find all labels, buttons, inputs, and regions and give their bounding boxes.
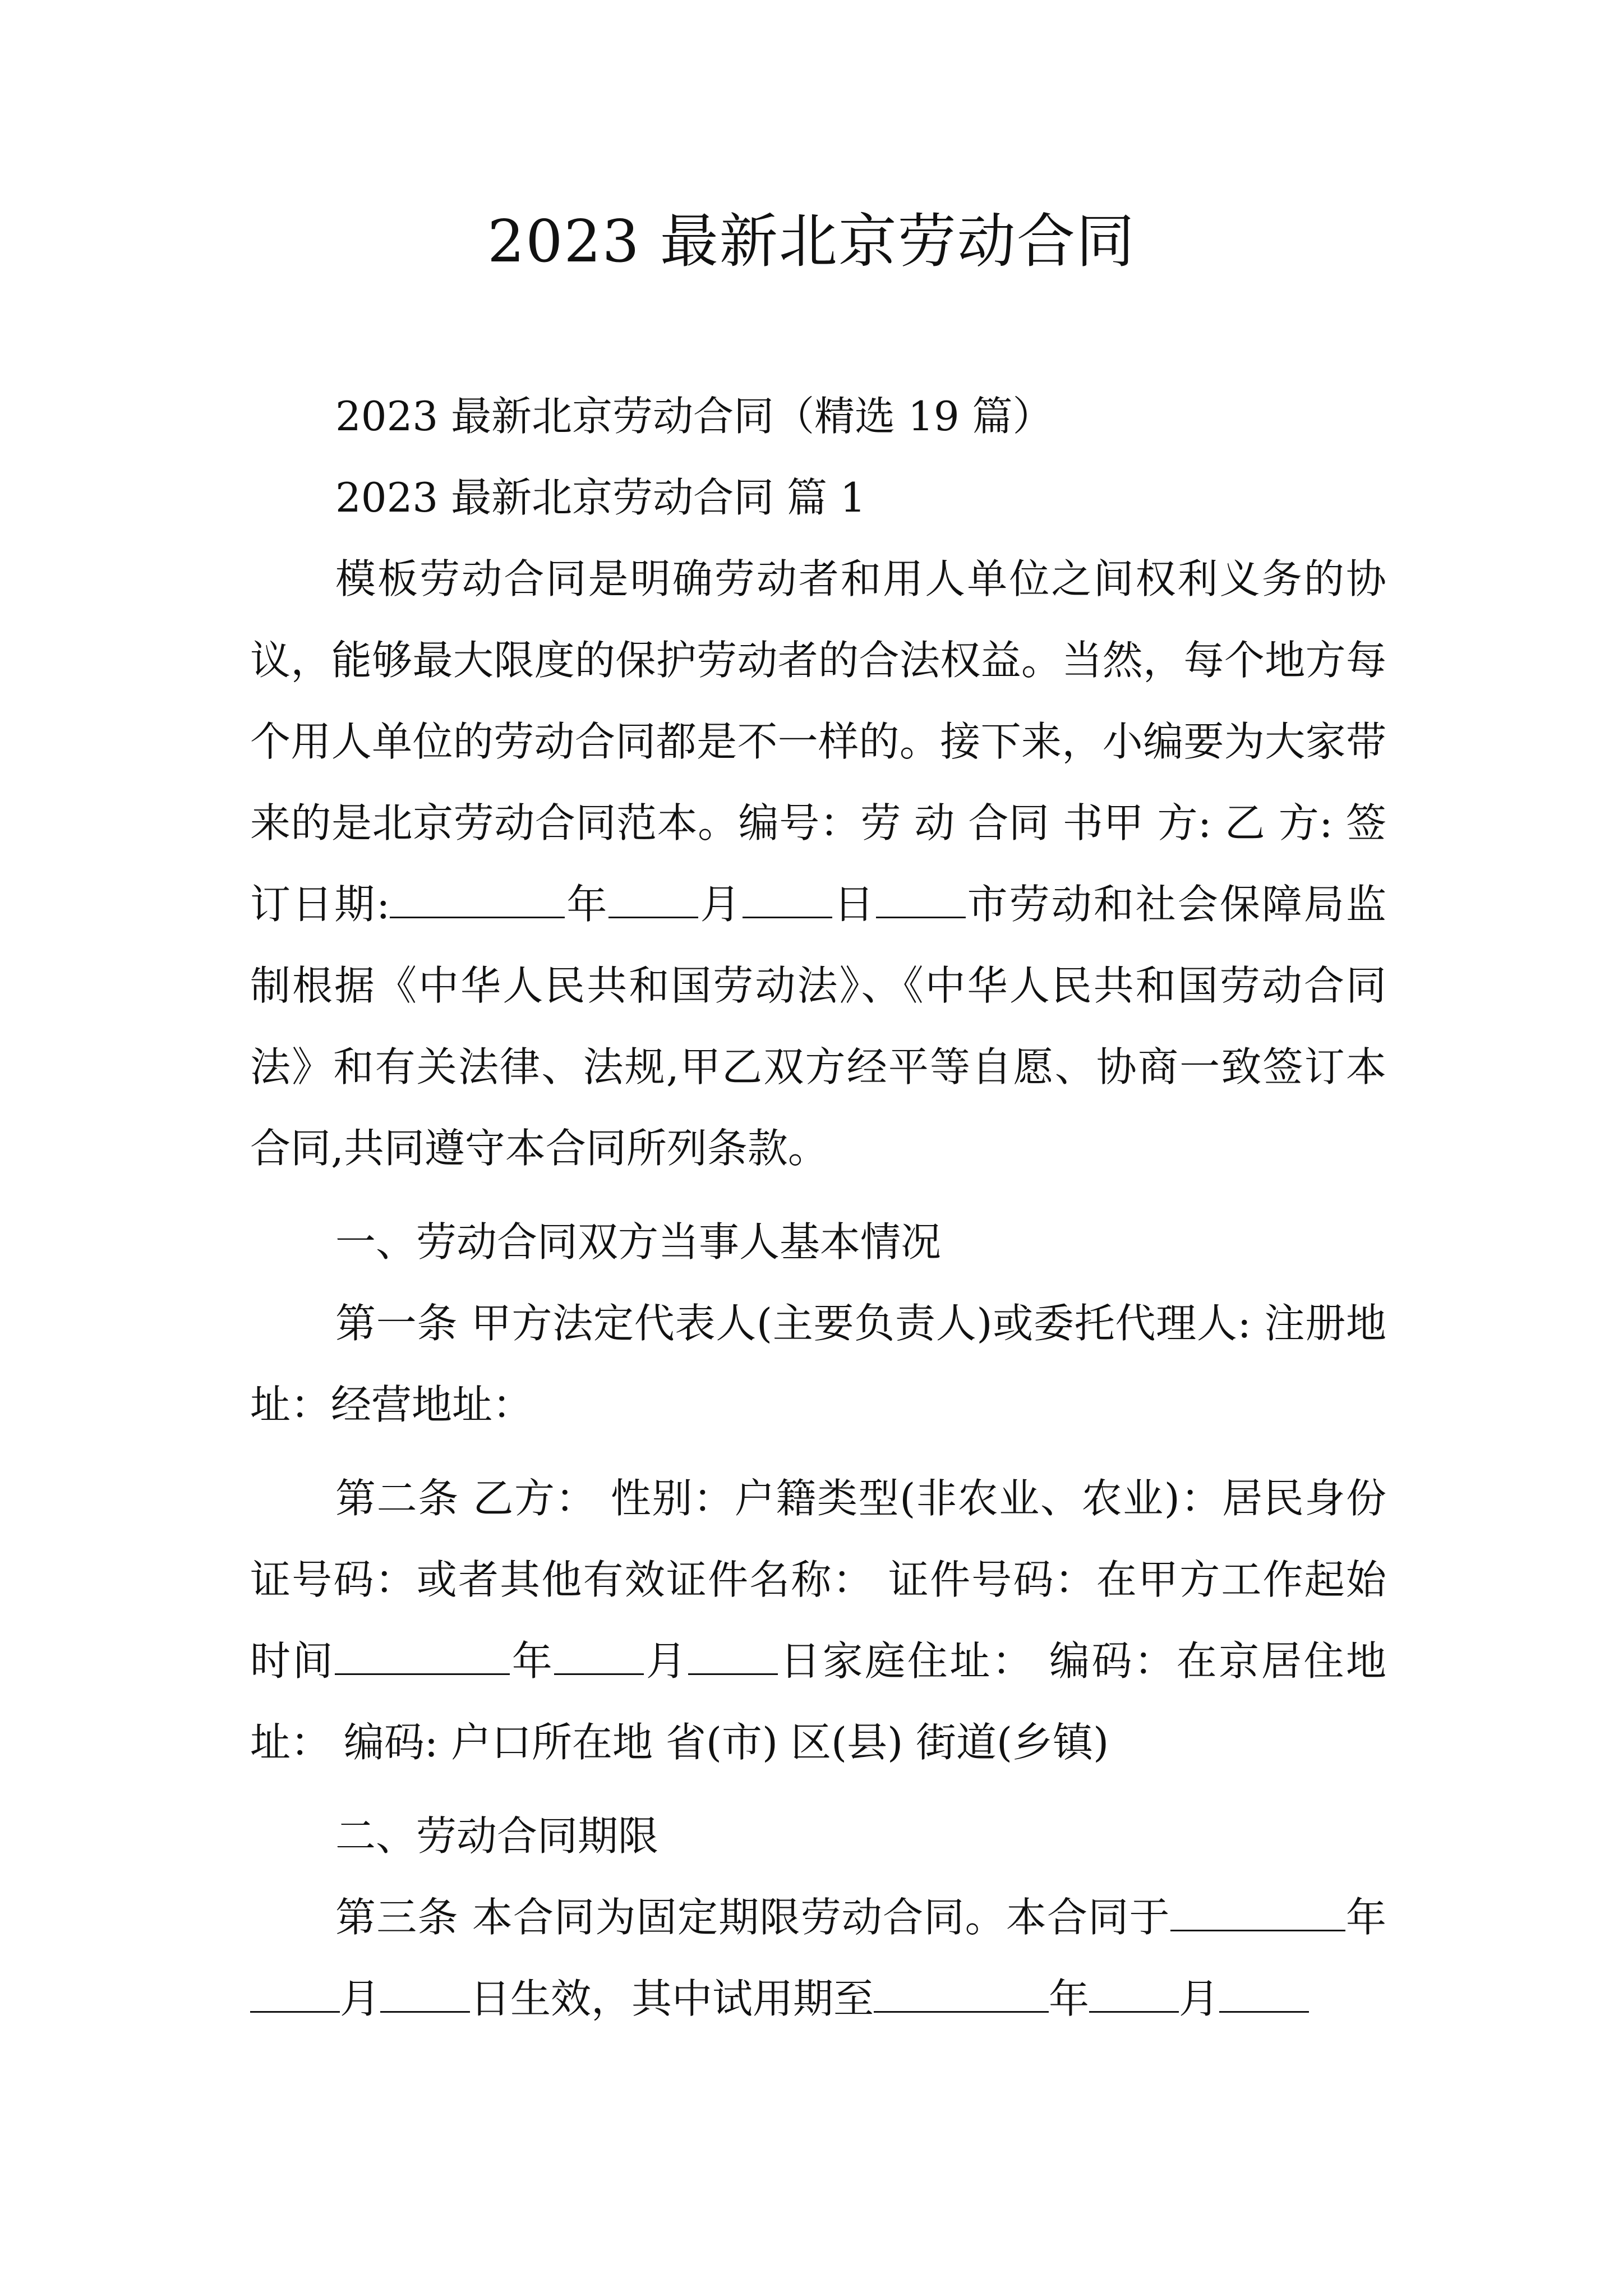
section-heading-term — [250, 1796, 1386, 1877]
unit-label: 月 — [340, 1975, 381, 2022]
blank-line — [554, 1636, 644, 1675]
unit-label: 月 — [1179, 1975, 1220, 2022]
paragraph-text: 一、劳动合同双方当事人基本情况 — [335, 1218, 942, 1266]
spacer — [250, 1446, 1386, 1458]
paragraph-text: 日生效，其中试用期至 — [470, 1975, 874, 2022]
blank-line — [608, 880, 698, 918]
blank-line — [250, 1974, 340, 2013]
section-heading-parties — [250, 1202, 1386, 1283]
section-heading-1 — [250, 457, 1386, 539]
unit-label: 月 — [644, 1637, 689, 1685]
unit-label: 日 — [832, 881, 876, 928]
paragraph-text: 市劳动和社会保障局监制根据《中华人民共和国劳动法》、《中华人民共和国劳动合同法》和有关法律、法规,甲乙双方经平等自愿、协商一致签订本合同,共同遵守本合同所列条款。 — [250, 881, 1386, 1172]
unit-label: 年 — [565, 881, 609, 928]
paragraph-text: 日家庭住址： 编码：在京居住地址： 编码: 户口所在地 省(市) 区(县) 街道(乡镇) — [250, 1637, 1386, 1766]
blank-line — [1089, 1974, 1179, 2013]
subtitle-collection — [250, 376, 1386, 457]
blank-line — [390, 880, 565, 918]
blank-line — [874, 1974, 1049, 2013]
blank-line — [335, 1636, 510, 1675]
blank-line — [1170, 1893, 1345, 1931]
paragraph-text: 第一条 甲方法定代表人(主要负责人)或委托代理人: 注册地址：经营地址： — [250, 1300, 1386, 1428]
paragraph-text: 模板劳动合同是明确劳动者和用人单位之间权利义务的协议，能够最大限度的保护劳动者的合法权益。当然，每个地方每个用人单位的劳动合同都是不一样的。接下来，小编要为大家带来的是北京劳动合同范本。编号：劳 动 合同 书甲 方: 乙 方: 签订日期: — [250, 555, 1386, 928]
paragraph-text: 第二条 乙方： 性别：户籍类型(非农业、农业)：居民身份证号码：或者其他有效证件名称： 证件号码：在甲方工作起始时间 — [250, 1475, 1386, 1685]
blank-line — [1219, 1974, 1309, 2013]
article-2 — [250, 1458, 1386, 1783]
intro-paragraph — [250, 539, 1386, 1189]
unit-label: 月 — [698, 881, 743, 928]
article-3 — [250, 1877, 1386, 2040]
unit-label: 年 — [510, 1637, 555, 1685]
paragraph-text: 二、劳动合同期限 — [335, 1812, 659, 1860]
blank-line — [380, 1974, 470, 2013]
paragraph-text: 第三条 本合同为固定期限劳动合同。本合同于 — [335, 1894, 1170, 1941]
blank-line — [876, 880, 966, 918]
document-title: 2023 最新北京劳动合同 — [487, 207, 1136, 275]
unit-label: 年 — [1049, 1975, 1090, 2022]
blank-line — [688, 1636, 778, 1675]
spacer — [250, 1783, 1386, 1796]
document-body — [250, 376, 1386, 2040]
blank-line — [743, 880, 832, 918]
article-1 — [250, 1283, 1386, 1446]
spacer — [250, 1189, 1386, 1202]
paragraph-text: 2023 最新北京劳动合同（精选 19 篇） — [335, 393, 1053, 440]
unit-label: 年 — [1345, 1894, 1386, 1941]
paragraph-text: 2023 最新北京劳动合同 篇 1 — [335, 474, 866, 521]
